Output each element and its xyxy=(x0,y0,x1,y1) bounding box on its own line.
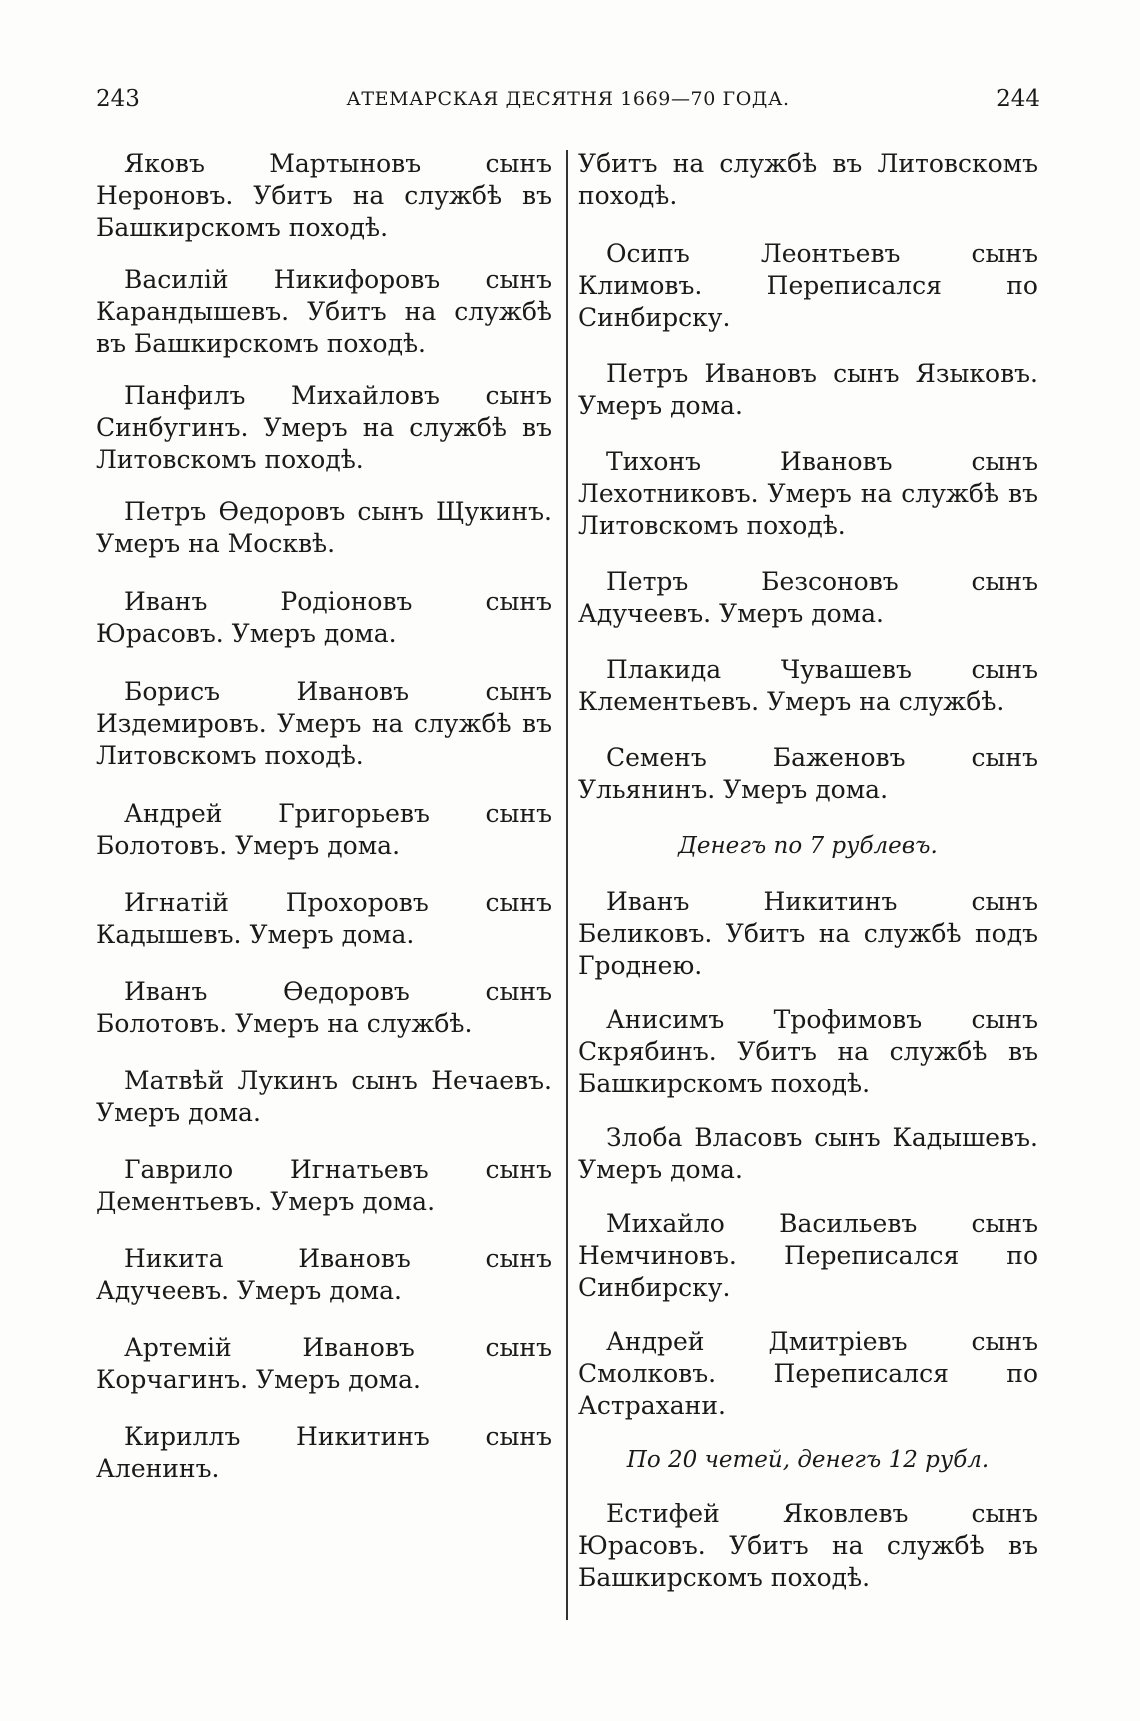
entry: Борисъ Ивановъ сынъ Издемировъ. Умеръ на службѣ въ Литовскомъ походѣ. xyxy=(96,677,552,770)
entry: Иванъ Никитинъ сынъ Беликовъ. Убитъ на службѣ подъ Гроднею. xyxy=(578,887,1038,980)
entry: Семенъ Баженовъ сынъ Ульянинъ. Умеръ дома. xyxy=(578,743,1038,804)
entry: Яковъ Мартыновъ сынъ Нероновъ. Убитъ на службѣ въ Башкирскомъ походѣ. xyxy=(96,149,552,242)
entry: Артемій Ивановъ сынъ Корчагинъ. Умеръ дома. xyxy=(96,1333,552,1394)
right-column xyxy=(578,148,1038,1594)
section-heading: По 20 четей, денегъ 12 рубл. xyxy=(626,1447,990,1473)
entry: Естифей Яковлевъ сынъ Юрасовъ. Убитъ на службѣ въ Башкирскомъ походѣ. xyxy=(578,1499,1038,1592)
column-divider xyxy=(566,150,568,1620)
page-header xyxy=(96,86,1040,126)
entry: Тихонъ Ивановъ сынъ Лехотниковъ. Умеръ на службѣ въ Литовскомъ походѣ. xyxy=(578,447,1038,540)
entry: Иванъ Родіоновъ сынъ Юрасовъ. Умеръ дома. xyxy=(96,587,552,648)
entry: Михайло Васильевъ сынъ Немчиновъ. Переписался по Синбирску. xyxy=(578,1209,1038,1302)
entry: Никита Ивановъ сынъ Адучеевъ. Умеръ дома. xyxy=(96,1244,552,1305)
entry: Иванъ Өедоровъ сынъ Болотовъ. Умеръ на службѣ. xyxy=(96,977,552,1038)
entry: Андрей Дмитріевъ сынъ Смолковъ. Переписался по Астрахани. xyxy=(578,1327,1038,1420)
entry: Кириллъ Никитинъ сынъ Аленинъ. xyxy=(96,1422,552,1483)
page-number-right: 244 xyxy=(996,86,1040,112)
entry: Осипъ Леонтьевъ сынъ Климовъ. Переписался по Синбирску. xyxy=(578,239,1038,332)
entry: Панфилъ Михайловъ сынъ Синбугинъ. Умеръ на службѣ въ Литовскомъ походѣ. xyxy=(96,381,552,474)
section-heading: Денегъ по 7 рублевъ. xyxy=(678,833,938,859)
entry: Василій Никифоровъ сынъ Карандышевъ. Убитъ на службѣ въ Башкирскомъ походѣ. xyxy=(96,265,552,358)
entry: Гаврило Игнатьевъ сынъ Дементьевъ. Умеръ дома. xyxy=(96,1155,552,1216)
entry-continuation: Убитъ на службѣ въ Литовскомъ походѣ. xyxy=(578,149,1038,210)
entry: Плакида Чувашевъ сынъ Клементьевъ. Умеръ на службѣ. xyxy=(578,655,1038,716)
entry: Петръ Ивановъ сынъ Языковъ. Умеръ дома. xyxy=(578,359,1038,420)
entry: Игнатій Прохоровъ сынъ Кадышевъ. Умеръ дома. xyxy=(96,888,552,949)
page-number-left: 243 xyxy=(96,86,140,112)
entry: Андрей Григорьевъ сынъ Болотовъ. Умеръ дома. xyxy=(96,799,552,860)
entry: Матвѣй Лукинъ сынъ Нечаевъ. Умеръ дома. xyxy=(96,1066,552,1127)
running-title: АТЕМАРСКАЯ ДЕСЯТНЯ 1669—70 ГОДА. xyxy=(346,88,790,110)
entry: Петръ Безсоновъ сынъ Адучеевъ. Умеръ дома. xyxy=(578,567,1038,628)
entry: Петръ Өедоровъ сынъ Щукинъ. Умеръ на Москвѣ. xyxy=(96,497,552,558)
entry: Злоба Власовъ сынъ Кадышевъ. Умеръ дома. xyxy=(578,1123,1038,1184)
left-column xyxy=(96,148,552,1485)
entry: Анисимъ Трофимовъ сынъ Скрябинъ. Убитъ на службѣ въ Башкирскомъ походѣ. xyxy=(578,1005,1038,1098)
